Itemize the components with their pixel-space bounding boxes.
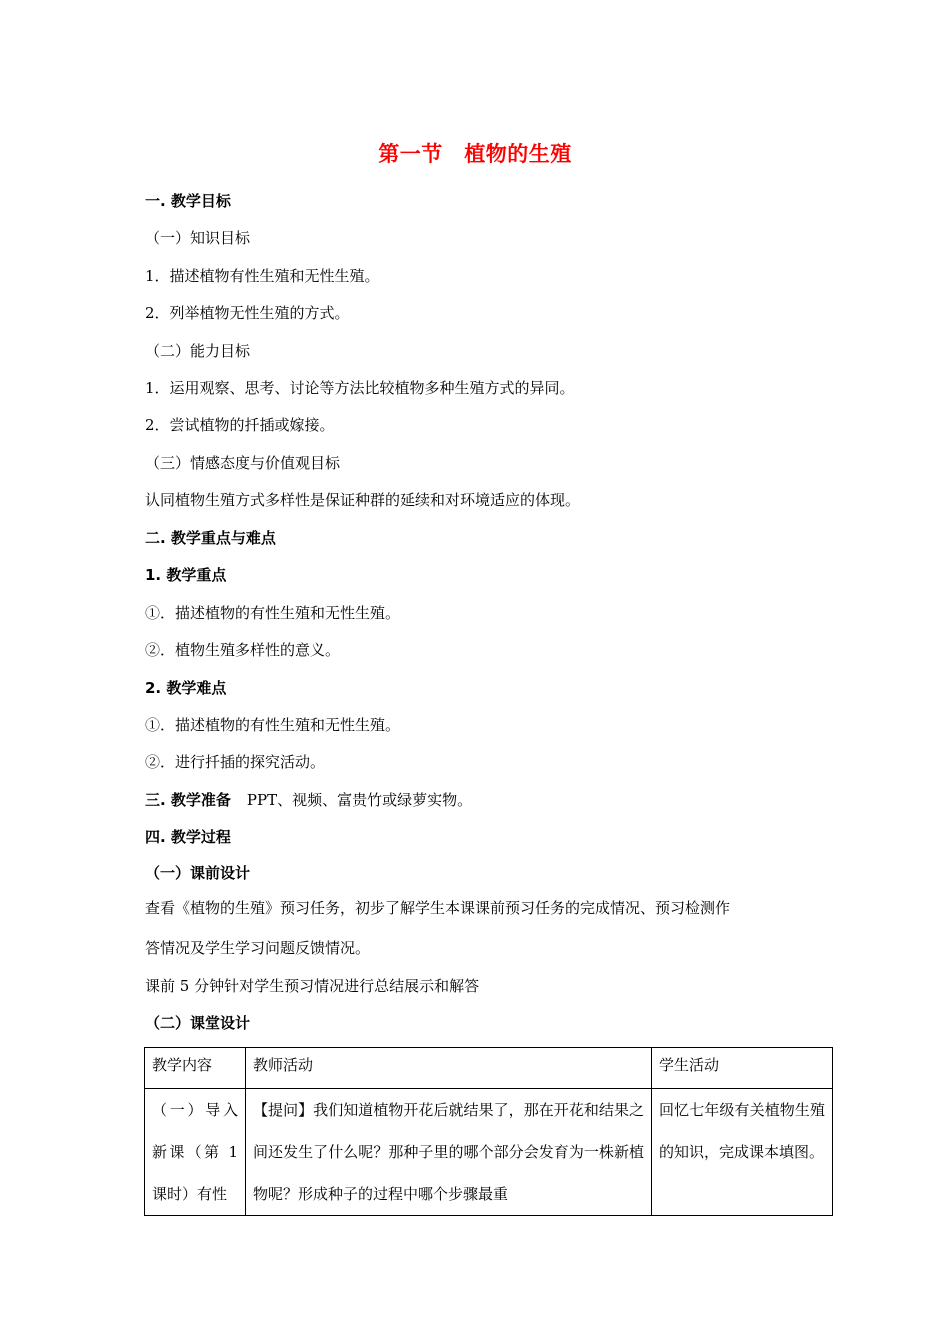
page-title: 第一节 植物的生殖: [378, 142, 572, 166]
subheading-in-class: （二）课堂设计: [145, 1014, 251, 1032]
teaching-prep: [145, 790, 472, 810]
paragraph: 2．列举植物无性生殖的方式。: [145, 304, 350, 322]
table-cell-teacher: 【提问】我们知道植物开花后就结果了，那在开花和结果之间还发生了什么呢？那种子里的哪个部分会发育为一株新植物呢？形成种子的过程中哪个步骤最重: [246, 1089, 652, 1216]
paragraph: ②．进行扦插的探究活动。: [145, 753, 326, 771]
paragraph: 认同植物生殖方式多样性是保证种群的延续和对环境适应的体现。: [145, 491, 581, 509]
section-heading-objectives: 一. 教学目标: [145, 192, 231, 210]
subsection-knowledge: （一）知识目标: [145, 229, 251, 247]
paragraph: 查看《植物的生殖》预习任务，初步了解学生本课课前预习任务的完成情况、预习检测作: [145, 899, 731, 917]
table-header-row: [145, 1048, 833, 1089]
paragraph: 2．尝试植物的扦插或嫁接。: [145, 416, 335, 434]
table-header-cell: 学生活动: [652, 1048, 833, 1089]
subheading-pre-class: （一）课前设计: [145, 864, 251, 882]
section-heading-key-points: 二. 教学重点与难点: [145, 529, 276, 547]
teaching-prep-items: PPT、视频、富贵竹或绿萝实物。: [246, 791, 473, 809]
subsection-ability: （二）能力目标: [145, 342, 251, 360]
paragraph: 答情况及学生学习问题反馈情况。: [145, 939, 371, 957]
paragraph: ①．描述植物的有性生殖和无性生殖。: [145, 716, 401, 734]
teaching-prep-label: 三. 教学准备: [145, 791, 231, 809]
subsection-attitude: （三）情感态度与价值观目标: [145, 454, 341, 472]
section-heading-process: 四. 教学过程: [145, 828, 231, 846]
table-header-cell: 教师活动: [246, 1048, 652, 1089]
paragraph: ①．描述植物的有性生殖和无性生殖。: [145, 604, 401, 622]
paragraph: 1．运用观察、思考、讨论等方法比较植物多种生殖方式的异同。: [145, 379, 575, 397]
subheading-key-point: 1. 教学重点: [145, 566, 227, 584]
class-design-table: [144, 1047, 833, 1216]
table-row: [145, 1089, 833, 1216]
paragraph: ②．植物生殖多样性的意义。: [145, 641, 341, 659]
table-cell-content: （一）导入新课（第 1 课时）有性: [145, 1089, 246, 1216]
table-cell-student: 回忆七年级有关植物生殖的知识，完成课本填图。: [652, 1089, 833, 1216]
paragraph: 课前 5 分钟针对学生预习情况进行总结展示和解答: [145, 977, 480, 995]
subheading-difficulty: 2. 教学难点: [145, 679, 227, 697]
table-header-cell: 教学内容: [145, 1048, 246, 1089]
paragraph: 1．描述植物有性生殖和无性生殖。: [145, 267, 380, 285]
